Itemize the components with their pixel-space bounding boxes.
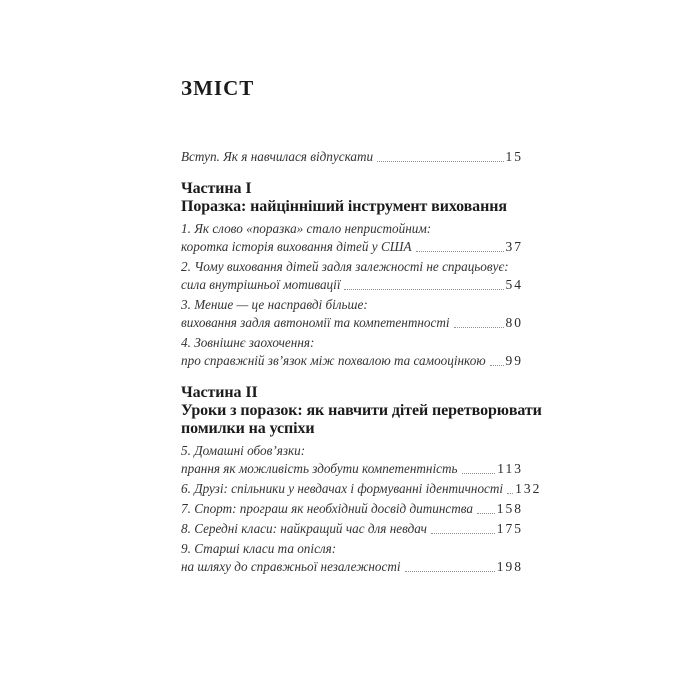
dot-leader	[454, 326, 504, 328]
page-number: 54	[505, 277, 523, 292]
toc-entry	[181, 334, 521, 370]
toc-entry-text: 9. Старші класи та опісля:	[181, 541, 337, 556]
toc-entry-text: коротка історія виховання дітей у США	[181, 239, 412, 254]
toc-part	[181, 384, 542, 576]
toc-entry	[181, 520, 521, 538]
toc-entry-line	[181, 500, 521, 518]
toc-entry-text: виховання задля автономії та компетентності	[181, 315, 450, 330]
page-number: 15	[505, 149, 523, 164]
toc-entry-line	[181, 296, 521, 314]
dot-leader	[490, 364, 504, 366]
toc-page	[181, 74, 542, 578]
toc-entry-text: 7. Спорт: програш як необхідний досвід дитинства	[181, 501, 473, 516]
dot-leader	[416, 250, 504, 252]
part-title	[181, 198, 521, 216]
page-number: 175	[496, 521, 523, 536]
toc-entry-text: про справжній зв’язок між похвалою та самооцінкою	[181, 353, 486, 368]
toc-entry	[181, 480, 542, 498]
toc-entry-text: 1. Як слово «поразка» стало непристойним:	[181, 221, 432, 236]
part-title-line: помилки на успіхи	[181, 420, 315, 437]
toc-entry-line	[181, 148, 521, 166]
page-number: 158	[496, 501, 523, 516]
part-label: Частина II	[181, 384, 258, 401]
toc-entry	[181, 442, 521, 478]
dot-leader	[344, 288, 503, 290]
part-title-line: Уроки з поразок: як навчити дітей перетворювати	[181, 402, 542, 419]
toc-entry-line	[181, 334, 521, 352]
page-number: 132	[515, 481, 542, 496]
toc-entry-text: на шляху до справжньої незалежності	[181, 559, 401, 574]
toc-entry-text: сила внутрішньої мотивації	[181, 277, 341, 292]
toc-entry-line	[181, 220, 521, 238]
dot-leader	[431, 532, 495, 534]
toc-entry-line	[181, 442, 521, 460]
toc-entry-text: 5. Домашні обов’язки:	[181, 443, 306, 458]
toc-entry	[181, 296, 521, 332]
toc-entry	[181, 148, 521, 166]
page-number: 80	[505, 315, 523, 330]
toc-parts	[181, 180, 542, 576]
toc-entry-line	[181, 352, 521, 370]
toc-entry-text: Вступ. Як я навчилася відпускати	[181, 149, 374, 164]
page-title: ЗМІСТ	[181, 76, 255, 100]
page-number: 113	[497, 461, 523, 476]
toc-entry	[181, 258, 521, 294]
dot-leader	[462, 472, 496, 474]
dot-leader	[405, 570, 495, 572]
toc-entry-line	[181, 314, 521, 332]
toc-entry-text: 4. Зовнішнє заохочення:	[181, 335, 315, 350]
toc-entry-line	[181, 258, 521, 276]
part-title	[181, 402, 542, 438]
page-number: 198	[496, 559, 523, 574]
dot-leader	[477, 512, 495, 514]
dot-leader	[377, 160, 503, 162]
toc-part	[181, 180, 521, 370]
toc-entry-line	[181, 276, 521, 294]
toc-entry	[181, 220, 521, 256]
toc-entry-line	[181, 540, 521, 558]
toc-entry	[181, 500, 521, 518]
toc-entry-line	[181, 460, 521, 478]
dot-leader	[507, 492, 513, 494]
page-number: 99	[505, 353, 523, 368]
toc-entry-line	[181, 238, 521, 256]
part-title-line: Поразка: найцінніший інструмент виховання	[181, 198, 507, 215]
toc-entry-text: 2. Чому виховання дітей задля залежності не спрацьовує:	[181, 259, 509, 274]
toc-entry-text: 8. Середні класи: найкращий час для невдач	[181, 521, 427, 536]
toc-entry-line	[181, 558, 521, 576]
toc-entry-line	[181, 480, 542, 498]
page-number: 37	[505, 239, 523, 254]
toc-entry-text: 6. Друзі: спільники у невдачах і формуванні ідентичності	[181, 481, 504, 496]
toc-entry-line	[181, 520, 521, 538]
toc-intro	[181, 148, 521, 166]
toc-entry-text: прання як можливість здобути компетентність	[181, 461, 458, 476]
toc-entry-text: 3. Менше — це насправді більше:	[181, 297, 368, 312]
part-label: Частина I	[181, 180, 252, 197]
toc-entry	[181, 540, 521, 576]
